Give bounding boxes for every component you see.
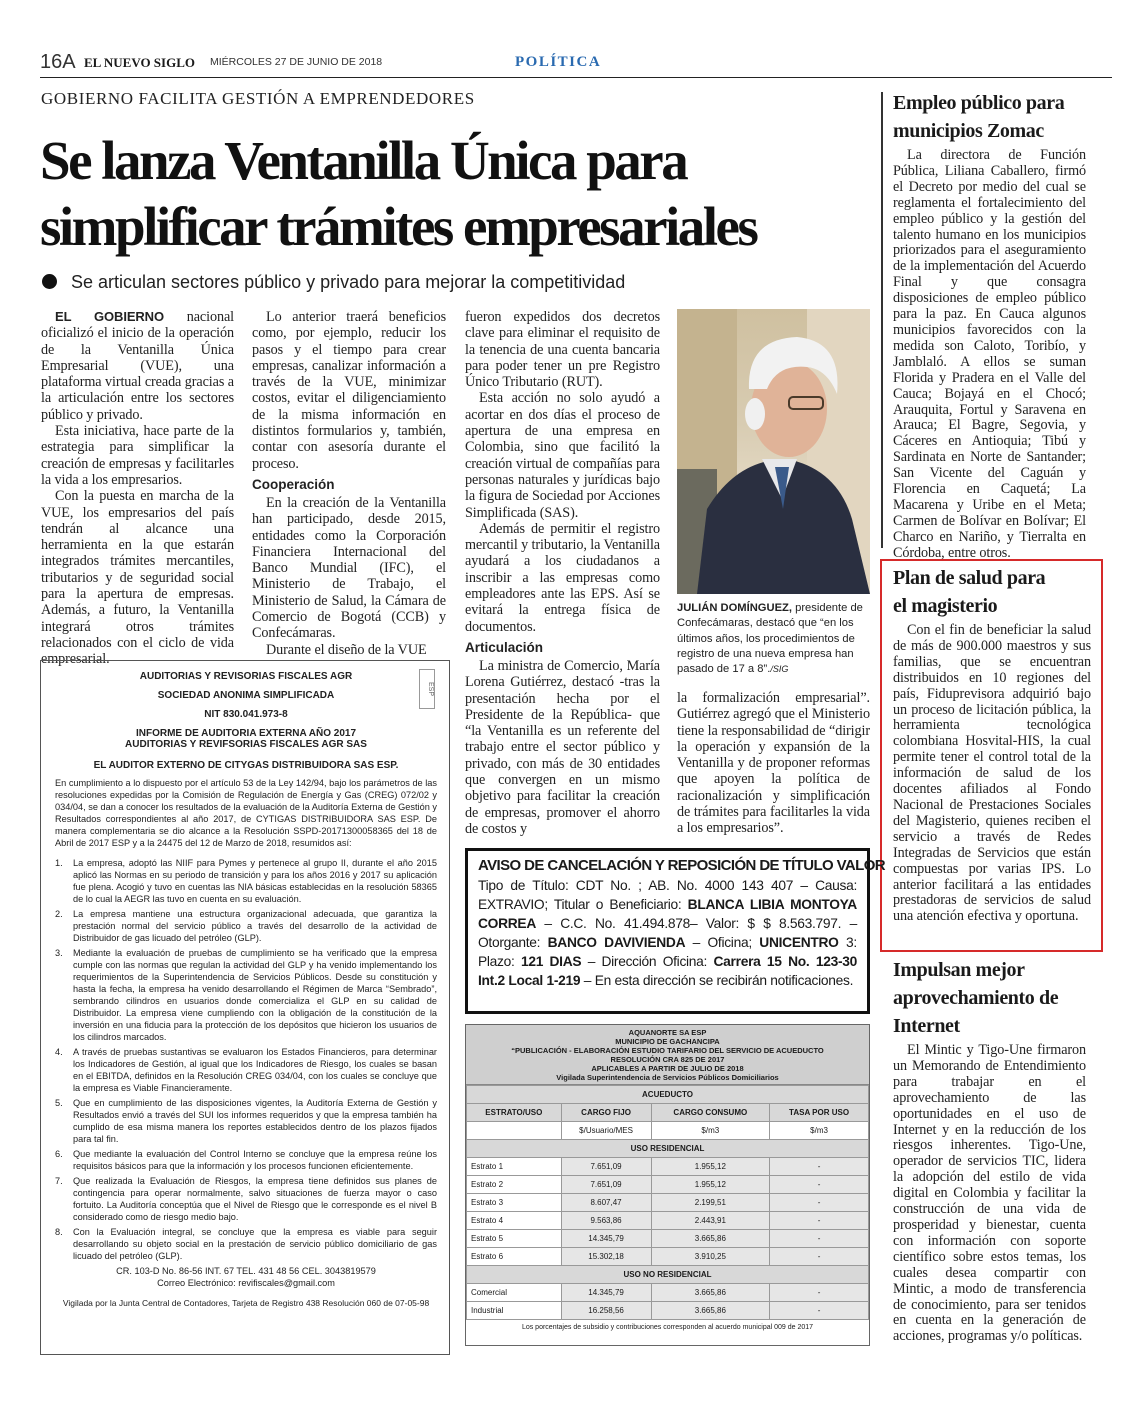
item-number: 5.	[55, 1098, 63, 1108]
subhead-text: Se articulan sectores público y privado para mejorar la competitividad	[71, 272, 626, 292]
aviso-bold: UNICENTRO	[759, 935, 839, 950]
sidebar-brief-zomac	[893, 89, 1086, 562]
legal-notice-agr	[40, 660, 450, 1355]
notice-stamp: ESP	[419, 669, 435, 709]
table-cell: -	[770, 1194, 869, 1212]
table-cell: $/m3	[770, 1122, 869, 1140]
caption-text: presidente de Confecámaras, destacó que “en los últimos años, los procedimientos de registro de una nueva empresa han pasado de 17 a 8”.	[677, 602, 863, 676]
table-cell: 3.665,86	[651, 1230, 770, 1248]
table-row	[467, 1122, 869, 1140]
tariff-notice	[465, 1024, 870, 1346]
table-row	[467, 1230, 869, 1248]
table-cell: Industrial	[467, 1302, 562, 1320]
table-cell: Estrato 2	[467, 1176, 562, 1194]
table-cell: 14.345,79	[561, 1284, 651, 1302]
caption-name: JULIÁN DOMÍNGUEZ,	[677, 602, 792, 614]
table-cell: 3.910,25	[651, 1248, 770, 1266]
item-number: 7.	[55, 1176, 63, 1186]
kicker: GOBIERNO FACILITA GESTIÓN A EMPRENDEDORES	[41, 89, 475, 108]
notice-intro: En cumplimiento a lo dispuesto por el artículo 53 de la Ley 142/94, bajo los parámetros de las resoluciones expedidas por la Comisión de Regulación de Energía y Gas (CREG) 072/02 y 034/04, se dan a conocer los resultados de la evaluación de la Auditoría Externa de Gestión y Resultados correspondientes al año 2017, de CYTIGAS DISTRIBUIDORA SAS ESP. De manera complementaria se dio alcance a la Resolución SSPD-20171300058365 del 18 de Abril de 2017 ESP y a la 24475 del 12 de Marzo de 2018, resumidos así:	[55, 778, 437, 848]
photo-credit: /SIG	[770, 664, 789, 675]
table-row	[467, 1284, 869, 1302]
sidebar-brief-magisterio	[880, 559, 1103, 952]
item-text: Que en cumplimiento de las disposiciones vigentes, la Auditoría Externa de Gestión y Resultados envió a través del SUI los informes requeridos y que la empresa también ha cumplido de esa misma manera los reportes establecidos dentro de los plazos fijados para tal fin.	[73, 1098, 437, 1144]
table-cell: -	[770, 1212, 869, 1230]
section-label: POLÍTICA	[515, 54, 602, 70]
aviso-box	[465, 848, 886, 1014]
brief-body: El Mintic y Tigo-Une firmaron un Memorando de Entendimiento para trabajar en el aprovechamiento de las oportunidades en el uso de Internet y en la reducción de los riesgos inherentes. Tigo-Une, operador de servicios TIC, lidera la adopción del estilo de vida digital en Colombia y facilitar la construcción de una vida de prosperidad y bienestar, cuenta con información con soporte científico sobre estos temas, los cuales desea compartir con Mintic, a modo de transferencia de conocimiento, para ser tenidos en cuenta en la generación de acciones, programas y/o políticas.	[893, 1042, 1086, 1345]
photo-caption	[677, 601, 870, 677]
article-column-3	[465, 309, 660, 837]
notice-heading: INFORME DE AUDITORIA EXTERNA AÑO 2017	[135, 728, 357, 739]
notice-item	[55, 1148, 437, 1172]
table-cell: -	[770, 1230, 869, 1248]
table-cell: -	[770, 1248, 869, 1266]
paragraph: Con la puesta en marcha de la VUE, los empresarios del país tendrán al alcance una herramienta en la que estarán integrados trámites mercantiles, tributarios y de seguridad social para la apertura de empresas. Además, a futuro, la Ventanilla integrará otros trámites relacionados con el ciclo de vida empresarial.	[41, 488, 234, 668]
notice-heading: SOCIEDAD ANONIMA SIMPLIFICADA	[157, 690, 335, 701]
item-number: 6.	[55, 1149, 63, 1159]
table-cell: 1.955,12	[651, 1158, 770, 1176]
aviso-text: – Dirección Oficina:	[581, 954, 714, 969]
tariff-heading: MUNICIPIO DE GACHANCIPA	[615, 1037, 720, 1046]
subhead	[42, 272, 625, 293]
notice-item	[55, 1226, 437, 1262]
aviso-bold: Carrera 15 No. 123-30 Int.2 Local 1-219	[478, 954, 857, 988]
table-cell: 9.563,86	[561, 1212, 651, 1230]
aviso-title: AVISO DE CANCELACIÓN Y REPOSICIÓN DE TÍTULO VALOR	[478, 857, 886, 874]
notice-item	[55, 1175, 437, 1223]
table-cell: $/m3	[651, 1122, 770, 1140]
notice-item	[55, 857, 437, 905]
notice-heading: AUDITORIAS Y REVIFSORIAS FISCALES AGR SAS	[125, 739, 367, 750]
table-cell: 7.651,09	[561, 1176, 651, 1194]
tariff-heading: APLICABLES A PARTIR DE JULIO DE 2018	[591, 1064, 744, 1073]
table-cell: -	[770, 1176, 869, 1194]
aviso-text: 3: Plazo:	[478, 935, 857, 969]
notice-heading: NIT 830.041.973-8	[204, 709, 288, 720]
table-row	[467, 1086, 869, 1104]
item-text: Con la Evaluación integral, se concluye que la empresa es viable para seguir desarrollando su objeto social en la prestación de servicio público domiciliario de gas licuado del petróleo (GLP).	[73, 1227, 437, 1261]
brief-title: Impulsan mejor aprovechamiento de Internet	[893, 959, 1059, 1037]
table-cell: 2.199,51	[651, 1194, 770, 1212]
table-cell: Comercial	[467, 1284, 562, 1302]
tariff-heading: AQUANORTE SA ESP	[628, 1028, 707, 1037]
table-row	[467, 1302, 869, 1320]
notice-items	[55, 857, 437, 1262]
paragraph: fueron expedidos dos decretos clave para eliminar el requisito de la tenencia de una cuenta bancaria para poder tener un pre Registro Único Tributario (RUT).	[465, 309, 660, 391]
aviso-text: – C.C. No. 41.494.878– Valor: $ $ 8.563.797. – Otorgante:	[478, 916, 857, 950]
table-cell: -	[770, 1284, 869, 1302]
paragraph: En la creación de la Ventanilla han participado, desde 2015, entidades como la Corporación Financiera Internacional del Banco Mundial (IFC), el Ministerio de Trabajo, el Ministerio de Salud, la Cámara de Comercio de Bogotá (CCB) y Confecámaras.	[252, 494, 446, 642]
tariff-heading: “PUBLICACIÓN - ELABORACIÓN ESTUDIO TARIFARIO DEL SERVICIO DE ACUEDUCTO	[511, 1046, 824, 1055]
table-cell: TASA POR USO	[770, 1104, 869, 1122]
paragraph: Lo anterior traerá beneficios como, por ejemplo, reducir los pasos y el tiempo para crear empresas, canalizar información a través de la VUE, minimizar costos, evitar el diligenciamiento de la misma información en distintos formularios y, también, contar con asesoría durante el proceso.	[252, 309, 446, 472]
photo-julian-dominguez	[677, 309, 870, 594]
aviso-text: Tipo de Título: CDT No. ; AB. No. 4000 143 407 – Causa: EXTRAVIO; Titular o Beneficiario:	[478, 878, 857, 912]
item-text: La empresa, adoptó las NIIF para Pymes y pertenece al grupo II, durante el año 2015 aplicó las Normas en su periodo de transición y para los años 2016 y 2017 su aplicación fue plena. Acogió y tuvo en cuentas las NIA básicas establecidas en la resolución 58365 de lo cual la AEGR las tuvo en cuenta en su evaluación.	[73, 858, 437, 904]
table-cell: 3.665,86	[651, 1302, 770, 1320]
bullet-icon	[42, 274, 57, 289]
table-row	[467, 1212, 869, 1230]
table-cell: 2.443,91	[651, 1212, 770, 1230]
table-cell: CARGO CONSUMO	[651, 1104, 770, 1122]
table-cell: 15.302,18	[561, 1248, 651, 1266]
table-cell: USO RESIDENCIAL	[467, 1140, 869, 1158]
table-row	[467, 1248, 869, 1266]
notice-item	[55, 908, 437, 944]
item-text: A través de pruebas sustantivas se evaluaron los Estados Financieros, para determinar los Indicadores de Gestión, al igual que los Indicadores de Riesgo, los cuales se basan en el EBITDA, definidos en la Resolución CREG 034/04, con los cuales se concluye que la empresa es Viable Financieramente.	[73, 1047, 437, 1093]
tariff-heading: RESOLUCIÓN CRA 825 DE 2017	[610, 1055, 725, 1064]
table-cell: ESTRATO/USO	[467, 1104, 562, 1122]
table-cell: Estrato 6	[467, 1248, 562, 1266]
table-cell: Estrato 3	[467, 1194, 562, 1212]
table-cell: Estrato 1	[467, 1158, 562, 1176]
notice-address: CR. 103-D No. 86-56 INT. 67 TEL. 431 48 56 CEL. 3043819579	[116, 1266, 376, 1276]
paragraph: Durante el diseño de la VUE	[266, 641, 427, 658]
table-cell: -	[770, 1302, 869, 1320]
item-number: 4.	[55, 1047, 63, 1057]
table-cell: -	[770, 1158, 869, 1176]
subheading: Articulación	[465, 639, 544, 655]
article-column-2	[252, 309, 446, 658]
table-cell: 16.258,56	[561, 1302, 651, 1320]
paragraph: Además de permitir el registro mercantil y tributario, la Ventanilla ayudará a los ciudadanos a inscribir a las empresas como empleadores ante las EPS. Así se evitará la entrega física de documentos.	[465, 520, 660, 635]
table-row	[467, 1140, 869, 1158]
paragraph: la formalización empresarial”. Gutiérrez agregó que el Ministerio tiene la responsabilidad de “dirigir la operación y expansión de la Ventanilla y de proponer reformas que apoyen la política de racionalización y simplificación de trámites para facilitarles la vida a los empresarios”.	[677, 690, 870, 837]
aviso-body	[478, 876, 857, 990]
item-number: 2.	[55, 909, 63, 919]
table-cell: 1.955,12	[651, 1176, 770, 1194]
article-column-1	[41, 309, 234, 668]
aviso-bold: BLANCA LIBIA MONTOYA CORREA	[478, 897, 857, 931]
tariff-header	[466, 1025, 869, 1085]
notice-footer: Vigilada por la Junta Central de Contadores, Tarjeta de Registro 438 Resolución 060 de 07-05-98	[62, 1298, 430, 1308]
table-row	[467, 1104, 869, 1122]
item-number: 1.	[55, 858, 63, 868]
article-column-4	[677, 690, 870, 837]
table-cell: ACUEDUCTO	[467, 1086, 869, 1104]
table-cell: 7.651,09	[561, 1158, 651, 1176]
brief-title: Empleo público para municipios Zomac	[893, 92, 1065, 142]
table-cell: USO NO RESIDENCIAL	[467, 1266, 869, 1284]
table-row	[467, 1176, 869, 1194]
table-cell	[467, 1122, 562, 1140]
notice-heading: EL AUDITOR EXTERNO DE CITYGAS DISTRIBUIDORA SAS ESP.	[93, 760, 399, 771]
subheading: Cooperación	[252, 476, 335, 492]
tariff-table	[466, 1085, 869, 1320]
brief-body: Con el fin de beneficiar la salud de más de 900.000 maestros y sus familias, que se encuentran distribuidos en 10 regiones del país, Fiduprevisora adquirió bajo un proceso de licitación pública, la herramienta tecnológica colombiana Hosvital-HIS, la cual permite tener el control total de la información de salud de los docentes afiliados al Fondo Nacional de Prestaciones Sociales del Magisterio, quienes reciben el servicio a través de Redes Integradas de Servicios que están compuestas por varias IPS. Lo anterior facilitará a las entidades prestadoras de servicios de salud una atención efectiva y oportuna.	[893, 622, 1091, 925]
paragraph: Esta iniciativa, hace parte de la estrategia para simplificar la creación de empresas y facilitarles la vida a los empresarios.	[41, 423, 234, 488]
notice-heading: AUDITORIAS Y REVISORIAS FISCALES AGR	[139, 671, 353, 682]
page-number: 16A	[40, 51, 76, 73]
paragraph: La ministra de Comercio, María Lorena Gutiérrez, destacó -tras la presentación hecha por el Presidente de la República- que “la Ventanilla es un referente del trabajo entre el sector público y privado, con más de 30 entidades que convergen en un mismo objetivo para facilitar la creación de empresas, promover el ahorro de costos y	[465, 657, 660, 837]
table-cell: 8.607,47	[561, 1194, 651, 1212]
aviso-bold: BANCO DAVIVIENDA	[547, 935, 686, 950]
issue-date: MIÉRCOLES 27 DE JUNIO DE 2018	[210, 56, 383, 68]
photo-illustration	[677, 309, 870, 594]
sidebar-brief-internet	[893, 956, 1086, 1345]
tariff-note: Los porcentajes de subsidio y contribuciones corresponden al acuerdo municipal 009 de 2017	[521, 1324, 814, 1331]
item-text: La empresa mantiene una estructura organizacional adecuada, que garantiza la prestación normal del servicio público a través del desarrollo de la actividad de Distribuidor de gas licuado del petróleo (GLP).	[73, 909, 437, 943]
paragraph: nacional oficializó el inicio de la operación de la Ventanilla Única Empresarial (VUE), una plataforma virtual creada gracias a la articulación entre los sectores público y privado.	[41, 309, 234, 423]
tariff-heading: Vigilada Superintendencia de Servicios Públicos Domiciliarios	[556, 1073, 779, 1082]
table-cell: 14.345,79	[561, 1230, 651, 1248]
item-number: 8.	[55, 1227, 63, 1237]
table-cell: Estrato 4	[467, 1212, 562, 1230]
aviso-text: – En esta dirección se recibirán notificaciones.	[580, 973, 854, 988]
notice-item	[55, 947, 437, 1043]
headline: Se lanza Ventanilla Única para simplificar trámites empresariales	[40, 130, 757, 257]
table-row	[467, 1266, 869, 1284]
paragraph: Esta acción no solo ayudó a acortar en dos días el proceso de apertura de una empresa en Colombia, sino que facilitó la creación virtual de compañías para personas naturales y jurídicas bajo la figura de Sociedad por Acciones Simplificada (SAS).	[465, 390, 660, 521]
item-text: Que realizada la Evaluación de Riesgos, la empresa tiene definidos sus planes de contingencia para operar normalmente, salvo situaciones de fuerza mayor o caso fortuito. La Auditoría conceptúa que el Nivel de Riesgo que le corresponde es el nivel B considerado como de riesgo medio bajo.	[73, 1176, 437, 1222]
table-cell: $/Usuario/MES	[561, 1122, 651, 1140]
lead-in: EL GOBIERNO	[55, 309, 164, 324]
table-cell: CARGO FIJO	[561, 1104, 651, 1122]
notice-item	[55, 1097, 437, 1145]
paper-name: EL NUEVO SIGLO	[84, 55, 195, 70]
brief-body: La directora de Función Pública, Liliana Caballero, firmó el Decreto por medio del cual se reglamenta el fortalecimiento del empleo público y la gestión del talento humano en los municipios priorizados para el aseguramiento de la implementación del Acuerdo Final y que consagra disposiciones de empleo público para la paz. En Cauca algunos municipios favorecidos con la medida son Caloto, Toribío, y Jamblaló. A ellos se suman Florida y Pradera en el Valle del Cauca; Bojayá en el Chocó; Arauquita, Fortul y Saravena en Arauca; El Bagre, Segovia, y Cáceres en Antioquia; Tibú y Sardinata en Norte de Santander; San Vicente del Caguán y Florencia en Caquetá; La Macarena y Uribe en el Meta; Carmen de Bolívar en Bolívar; El Charco en Nariño, y Tierralta en Córdoba, entre otros.	[893, 147, 1086, 561]
notice-email: Correo Electrónico: revifiscales@gmail.com	[157, 1278, 335, 1288]
brief-title: Plan de salud para el magisterio	[893, 567, 1046, 617]
item-text: Mediante la evaluación de pruebas de cumplimiento se ha verificado que la empresa cumple con las normas que regulan la actividad del GLP y ha venido implementando los requerimientos de la Superintendencia de Servicios Públicos. Desde su constitución y hasta la fecha, la empresa ha venido desarrollando el Régimen de Marca “Sembrado”, sembrando cilindros en usuarios donde comercializa el GLP en su calidad de Distribuidor. La empresa viene cumpliendo con la obligación de la constitución de la inversión en una fiducia para la protección de los depósitos que hicieron los usuarios de los cilindros marcados.	[73, 948, 437, 1042]
sidebar-divider	[881, 92, 883, 548]
table-row	[467, 1158, 869, 1176]
aviso-bold: 121 DIAS	[520, 954, 582, 969]
item-text: Que mediante la evaluación del Control Interno se concluye que la empresa reúne los requisitos básicos para que la información y los procesos funcionen eficientemente.	[73, 1149, 437, 1171]
notice-item	[55, 1046, 437, 1094]
aviso-text: – Oficina;	[685, 935, 760, 950]
masthead	[40, 50, 1112, 78]
table-row	[467, 1194, 869, 1212]
table-cell: 3.665,86	[651, 1284, 770, 1302]
table-cell: Estrato 5	[467, 1230, 562, 1248]
item-number: 3.	[55, 948, 63, 958]
